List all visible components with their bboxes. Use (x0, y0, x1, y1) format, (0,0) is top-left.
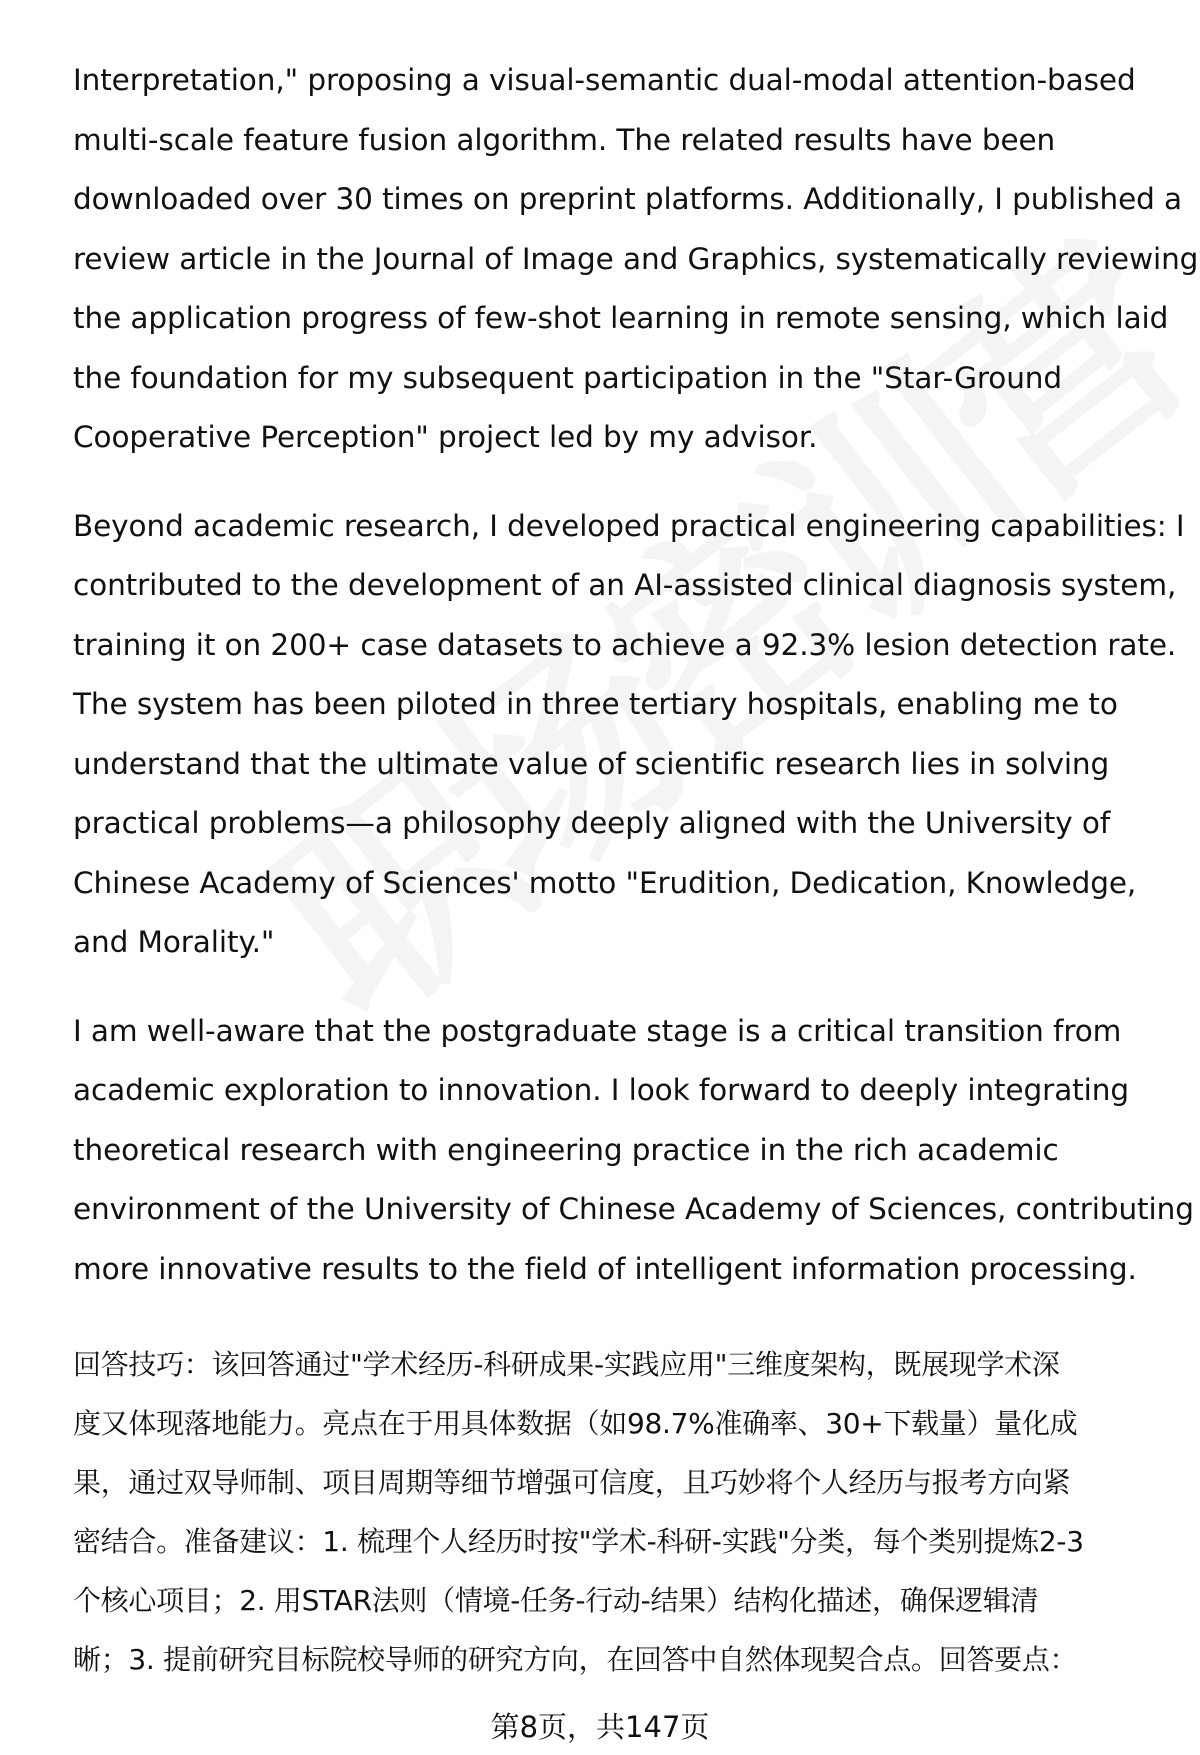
paragraph-engineering (73, 497, 1185, 973)
answer-tips (73, 1335, 1163, 1689)
text-line: Cooperative Perception" project led by my advisor. (73, 420, 818, 454)
text-line: downloaded over 30 times on preprint platforms. Additionally, I published a (73, 182, 1183, 216)
text-line: I am well-aware that the postgraduate stage is a critical transition from (73, 1013, 1122, 1048)
tips-line: 密结合。准备建议：1. 梳理个人经历时按"学术-科研-实践"分类，每个类别提炼2-3 (73, 1525, 1084, 1558)
tips-line: 个核心项目；2. 用STAR法则（情境-任务-行动-结果）结构化描述，确保逻辑清 (73, 1584, 1039, 1617)
tips-line: 晰；3. 提前研究目标院校导师的研究方向，在回答中自然体现契合点。回答要点： (73, 1643, 1078, 1676)
text-line: understand that the ultimate value of scientific research lies in solving (73, 746, 1110, 781)
text-line: Beyond academic research, I developed practical engineering capabilities: I (73, 508, 1185, 543)
text-line: academic exploration to innovation. I look forward to deeply integrating (73, 1073, 1129, 1107)
text-line: contributed to the development of an AI-assisted clinical diagnosis system, (73, 568, 1177, 602)
text-line: the foundation for my subsequent participation in the "Star-Ground (73, 360, 1063, 395)
body-text (73, 51, 1199, 1299)
text-line: Interpretation," proposing a visual-semantic dual-modal attention-based (73, 63, 1136, 97)
text-line: environment of the University of Chinese Academy of Sciences, contributing (73, 1192, 1194, 1226)
text-line: more innovative results to the field of intelligent information processing. (73, 1251, 1137, 1286)
tips-line: 回答技巧：该回答通过"学术经历-科研成果-实践应用"三维度架构，既展现学术深 (73, 1348, 1060, 1381)
page-number: 第8页，共147页 (490, 1710, 710, 1744)
tips-line: 果，通过双导师制、项目周期等细节增强可信度，且巧妙将个人经历与报考方向紧 (73, 1466, 1071, 1499)
text-line: The system has been piloted in three tertiary hospitals, enabling me to (73, 687, 1118, 721)
text-line: the application progress of few-shot learning in remote sensing, which laid (73, 301, 1169, 335)
paragraph-research-results (73, 51, 1199, 468)
paragraph-outlook (73, 1002, 1194, 1300)
text-line: practical problems—a philosophy deeply aligned with the University of (73, 806, 1111, 840)
tips-line: 度又体现落地能力。亮点在于用具体数据（如98.7%准确率、30+下载量）量化成 (73, 1407, 1078, 1440)
text-line: training it on 200+ case datasets to achieve a 92.3% lesion detection rate. (73, 627, 1177, 662)
text-line: Chinese Academy of Sciences' motto "Erudition, Dedication, Knowledge, (73, 865, 1137, 900)
text-line: review article in the Journal of Image and Graphics, systematically reviewing (73, 241, 1199, 276)
text-line: multi-scale feature fusion algorithm. The related results have been (73, 122, 1056, 157)
text-line: theoretical research with engineering practice in the rich academic (73, 1132, 1059, 1167)
text-line: and Morality." (73, 925, 275, 959)
